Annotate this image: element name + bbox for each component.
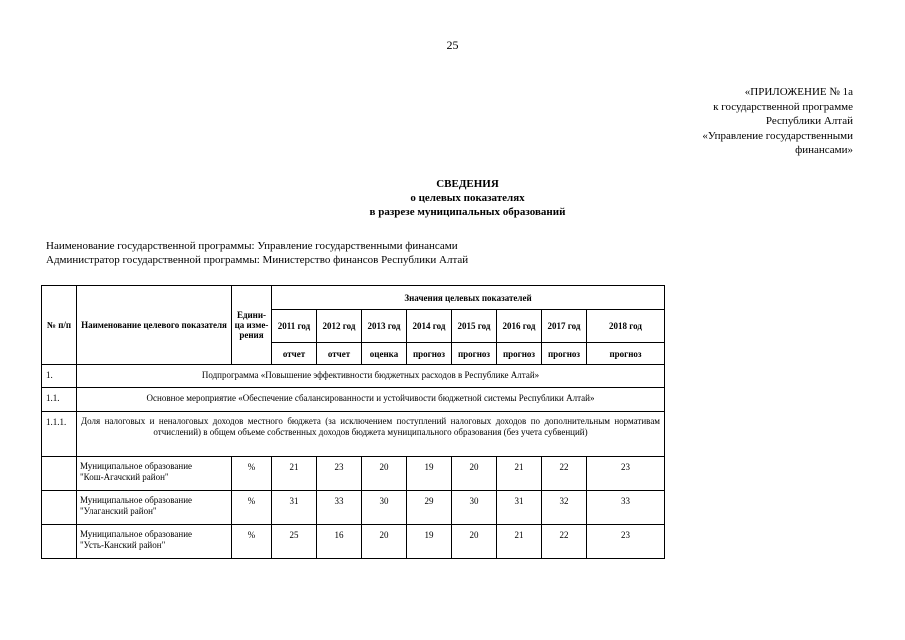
table-row	[42, 525, 665, 559]
appendix-line: финансами»	[795, 144, 853, 156]
value-cell: 20	[452, 457, 497, 491]
header-year: 2014 год	[407, 310, 452, 343]
empty-cell	[42, 525, 77, 559]
header-status: прогноз	[452, 343, 497, 365]
value-cell: 22	[542, 457, 587, 491]
header-status: оценка	[362, 343, 407, 365]
program-info	[46, 239, 468, 267]
title-line-2: о целевых показателях	[410, 192, 525, 204]
empty-cell	[42, 457, 77, 491]
row-code: 1.	[42, 365, 77, 388]
page-number: 25	[446, 38, 459, 52]
value-cell: 20	[452, 525, 497, 559]
value-cell: 23	[587, 525, 665, 559]
value-cell: 22	[542, 525, 587, 559]
program-administrator: Администратор государственной программы: Министерство финансов Республики Алтай	[46, 254, 469, 266]
value-cell: 30	[362, 491, 407, 525]
header-status: отчет	[317, 343, 362, 365]
header-year: 2012 год	[317, 310, 362, 343]
value-cell: 31	[272, 491, 317, 525]
header-year: 2015 год	[452, 310, 497, 343]
appendix-line: «ПРИЛОЖЕНИЕ № 1а	[744, 86, 853, 98]
unit-cell: %	[232, 457, 272, 491]
municipality-name	[77, 525, 232, 559]
municipality-name	[77, 457, 232, 491]
measure-title: Основное мероприятие «Обеспечение сбалансированности и устойчивости бюджетной системы Республики Алтай»	[77, 388, 665, 412]
header-status: отчет	[272, 343, 317, 365]
header-year: 2018 год	[587, 310, 665, 343]
title-line-1: СВЕДЕНИЯ	[436, 178, 499, 190]
table-row	[42, 491, 665, 525]
value-cell: 33	[317, 491, 362, 525]
header-year: 2013 год	[362, 310, 407, 343]
value-cell: 21	[497, 525, 542, 559]
municipality-type: Муниципальное образование	[80, 461, 193, 471]
value-cell: 16	[317, 525, 362, 559]
appendix-note	[702, 85, 853, 158]
indicator-description: Доля налоговых и неналоговых доходов местного бюджета (за исключением поступлений налоговых доходов по дополнительным нормативам отчислений) в общем объеме собственных доходов бюджета муниципального образования (без учета субвенций)	[77, 412, 665, 457]
unit-cell: %	[232, 525, 272, 559]
value-cell: 29	[407, 491, 452, 525]
header-year: 2016 год	[497, 310, 542, 343]
value-cell: 30	[452, 491, 497, 525]
row-code: 1.1.1.	[42, 412, 77, 457]
header-status: прогноз	[587, 343, 665, 365]
title-line-3: в разрезе муниципальных образований	[369, 206, 566, 218]
header-status: прогноз	[542, 343, 587, 365]
header-status: прогноз	[407, 343, 452, 365]
value-cell: 25	[272, 525, 317, 559]
municipality-type: Муниципальное образование	[80, 495, 193, 505]
municipality-type: Муниципальное образование	[80, 529, 193, 539]
header-year: 2017 год	[542, 310, 587, 343]
document-title	[0, 177, 905, 219]
municipality-name	[77, 491, 232, 525]
municipality-title: "Улаганский район"	[80, 506, 157, 516]
value-cell: 31	[497, 491, 542, 525]
indicator-row	[42, 412, 665, 457]
value-cell: 33	[587, 491, 665, 525]
row-code: 1.1.	[42, 388, 77, 412]
value-cell: 23	[587, 457, 665, 491]
appendix-line: «Управление государственными	[702, 129, 853, 142]
header-name: Наименование целевого показателя	[77, 286, 232, 365]
value-cell: 19	[407, 525, 452, 559]
value-cell: 20	[362, 525, 407, 559]
value-cell: 21	[272, 457, 317, 491]
header-year: 2011 год	[272, 310, 317, 343]
municipality-title: "Кош-Агачский район"	[80, 472, 169, 482]
table-row	[42, 457, 665, 491]
municipality-title: "Усть-Канский район"	[80, 540, 166, 550]
header-values: Значения целевых показателей	[272, 286, 665, 310]
subprogram-title: Подпрограмма «Повышение эффективности бюджетных расходов в Республике Алтай»	[77, 365, 665, 388]
value-cell: 20	[362, 457, 407, 491]
measure-row	[42, 388, 665, 412]
header-status: прогноз	[497, 343, 542, 365]
appendix-line: Республики Алтай	[765, 115, 853, 127]
empty-cell	[42, 491, 77, 525]
unit-cell: %	[232, 491, 272, 525]
appendix-line: к государственной программе	[713, 100, 853, 113]
program-name: Наименование государственной программы: Управление государственными финансами	[46, 240, 458, 252]
subprogram-row	[42, 365, 665, 388]
value-cell: 32	[542, 491, 587, 525]
value-cell: 21	[497, 457, 542, 491]
header-num: № п/п	[42, 286, 77, 365]
value-cell: 23	[317, 457, 362, 491]
value-cell: 19	[407, 457, 452, 491]
header-unit: Едини-ца изме-рения	[232, 286, 272, 365]
indicators-table	[41, 285, 665, 559]
